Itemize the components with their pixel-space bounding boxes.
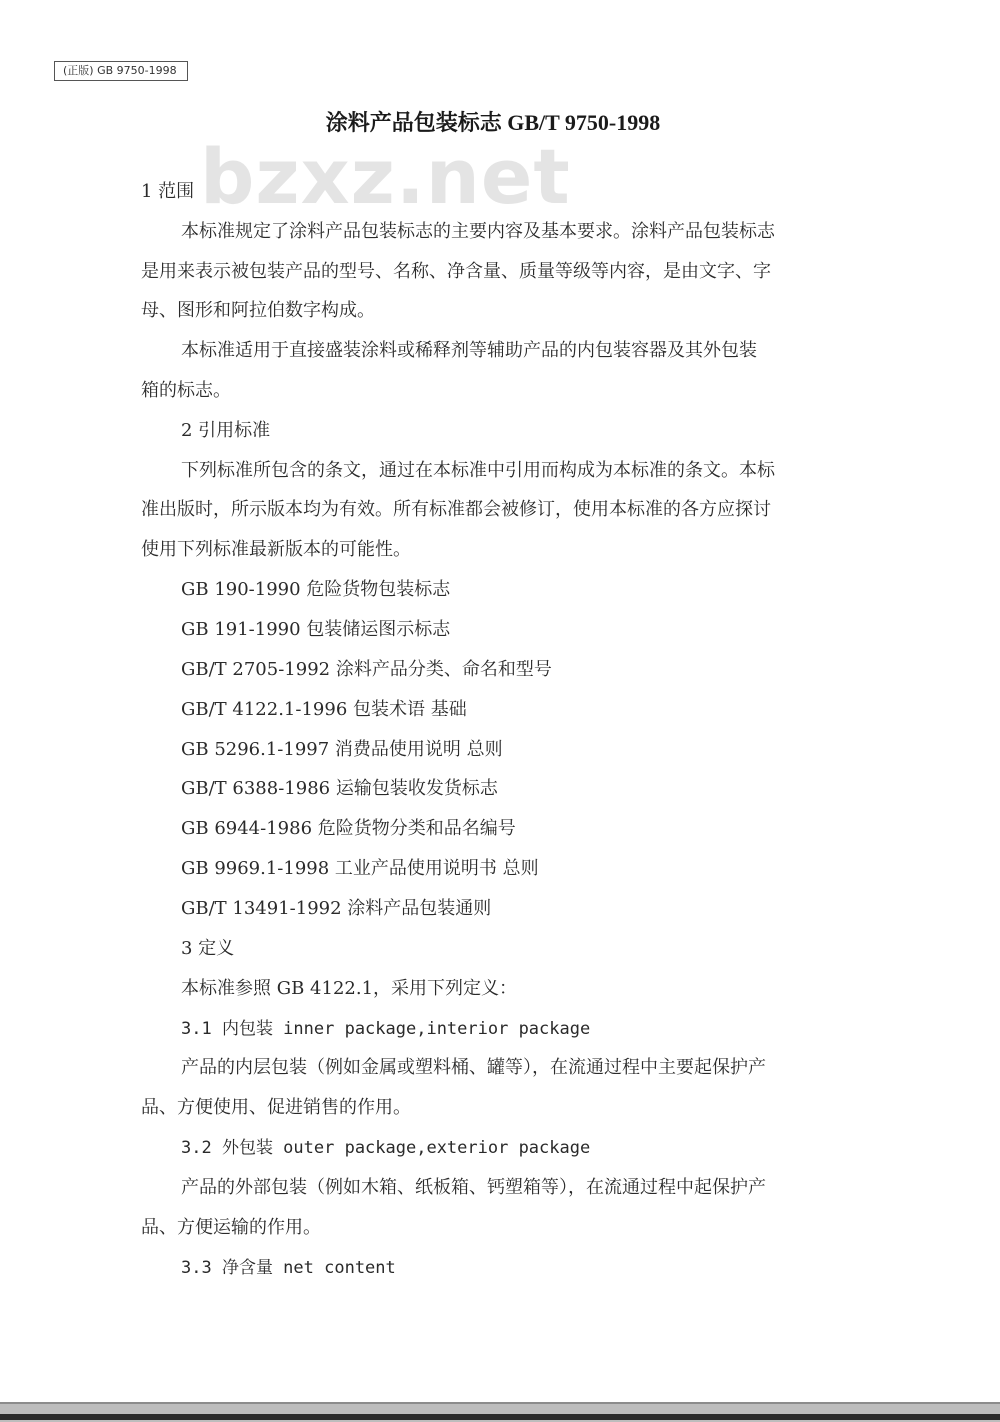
paragraph-line: 产品的外部包装（例如木箱、纸板箱、钙塑箱等），在流通过程中起保护产 xyxy=(181,1177,766,1198)
watermark: bzxz.net xyxy=(200,132,571,221)
paragraph-line: 本标准规定了涂料产品包装标志的主要内容及基本要求。涂料产品包装标志 xyxy=(181,221,775,242)
section-heading-normative-references: 2 引用标准 xyxy=(181,420,271,441)
paragraph-line: 母、图形和阿拉伯数字构成。 xyxy=(141,300,375,321)
document-title: 涂料产品包装标志 GB/T 9750-1998 xyxy=(325,110,661,135)
reference-item: GB 6944-1986 危险货物分类和品名编号 xyxy=(181,818,516,839)
paragraph-line: 是用来表示被包装产品的型号、名称、净含量、质量等级等内容，是由文字、字 xyxy=(141,261,771,282)
paragraph-line: 准出版时，所示版本均为有效。所有标准都会被修订，使用本标准的各方应探讨 xyxy=(141,499,771,520)
section-heading-scope: 1 范围 xyxy=(141,181,195,202)
definition-term: 3.3 净含量 net content xyxy=(181,1258,396,1278)
reference-item: GB/T 2705-1992 涂料产品分类、命名和型号 xyxy=(181,659,552,680)
reference-item: GB/T 4122.1-1996 包装术语 基础 xyxy=(181,699,467,720)
reference-item: GB/T 6388-1986 运输包装收发货标志 xyxy=(181,778,498,799)
paragraph-line: 下列标准所包含的条文，通过在本标准中引用而构成为本标准的条文。本标 xyxy=(181,460,775,481)
reference-item: GB 191-1990 包装储运图示标志 xyxy=(181,619,451,640)
definition-term: 3.2 外包装 outer package,exterior package xyxy=(181,1138,591,1158)
reference-item: GB/T 13491-1992 涂料产品包装通则 xyxy=(181,898,492,919)
reference-item: GB 5296.1-1997 消费品使用说明 总则 xyxy=(181,739,503,760)
paragraph-line: 使用下列标准最新版本的可能性。 xyxy=(141,539,411,560)
section-heading-definitions: 3 定义 xyxy=(181,938,235,959)
bottom-edge xyxy=(0,1414,1000,1420)
document-source-tag: (正版) GB 9750-1998 xyxy=(54,61,188,81)
paragraph-line: 箱的标志。 xyxy=(141,380,231,401)
paragraph-line: 产品的内层包装（例如金属或塑料桶、罐等），在流通过程中主要起保护产 xyxy=(181,1057,766,1078)
paragraph-line: 品、方便使用、促进销售的作用。 xyxy=(141,1097,411,1118)
paragraph-line: 本标准参照 GB 4122.1，采用下列定义： xyxy=(181,978,518,999)
reference-item: GB 190-1990 危险货物包装标志 xyxy=(181,579,451,600)
definition-term: 3.1 内包装 inner package,interior package xyxy=(181,1019,591,1039)
reference-item: GB 9969.1-1998 工业产品使用说明书 总则 xyxy=(181,858,539,879)
paragraph-line: 本标准适用于直接盛装涂料或稀释剂等辅助产品的内包装容器及其外包装 xyxy=(181,340,757,361)
paragraph-line: 品、方便运输的作用。 xyxy=(141,1217,321,1238)
